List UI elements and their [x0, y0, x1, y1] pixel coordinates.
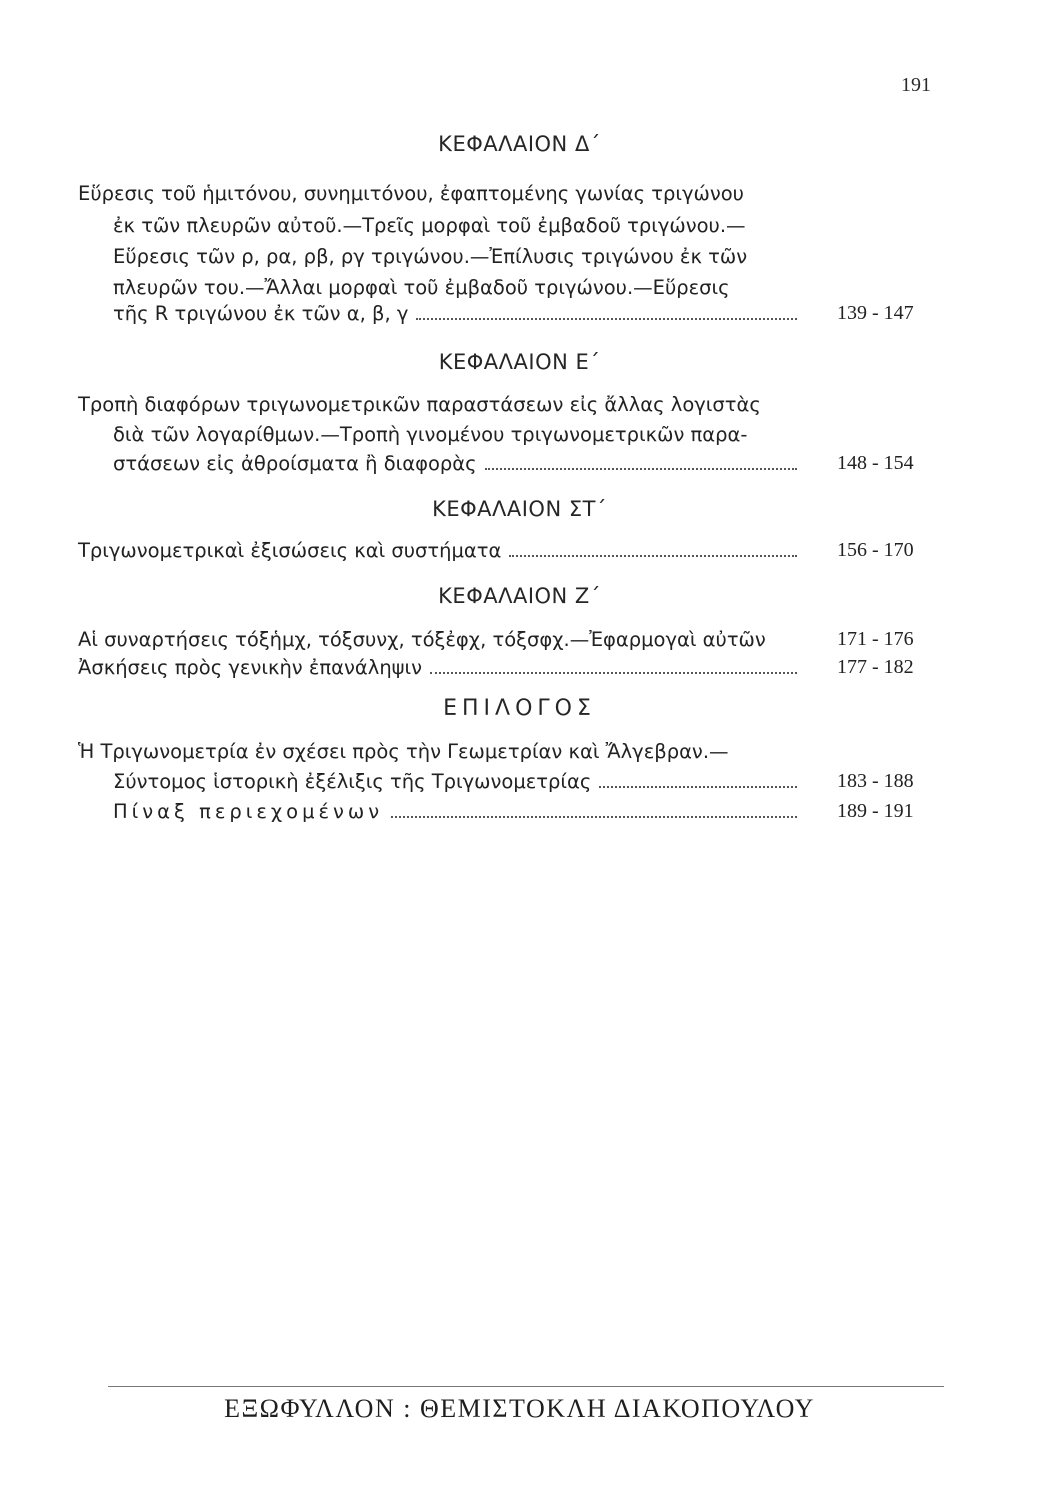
toc-entry-text: ἐκ τῶν πλευρῶν αὐτοῦ.—Τρεῖς μορφαὶ τοῦ ἐμβαδοῦ τριγώνου.—: [113, 214, 746, 237]
toc-entry-text: Ἡ Τριγωνομετρία ἐν σχέσει πρὸς τὴν Γεωμετρίαν καὶ Ἄλγεβραν.—: [78, 740, 729, 763]
toc-page-range: 139 - 147: [837, 302, 914, 324]
chapter-heading: ΚΕΦΑΛΑΙΟΝ ΣΤ΄: [432, 497, 607, 521]
dot-leader: [599, 786, 797, 788]
toc-entry-text: Ἀσκήσεις πρὸς γενικὴν ἐπανάληψιν: [78, 656, 423, 679]
toc-entry-text: τῆς R τριγώνου ἐκ τῶν α, β, γ: [113, 302, 409, 325]
cover-credit: ΕΞΩΦΥΛΛΟΝ : ΘΕΜΙΣΤΟΚΛΗ ΔΙΑΚΟΠΟΥΛΟΥ: [224, 1394, 815, 1423]
dot-leader: [430, 672, 797, 674]
toc-entry-dotted: [113, 800, 803, 823]
toc-page-range: 183 - 188: [837, 770, 914, 792]
toc-entry-text: Αἱ συναρτήσεις τόξἡμχ, τόξσυνχ, τόξἐφχ, τόξσφχ.—Ἐφαρμογαὶ αὐτῶν: [78, 628, 766, 651]
chapter-heading: ΚΕΦΑΛΑΙΟΝ Ζ΄: [438, 584, 601, 608]
toc-page-range: 189 - 191: [837, 800, 914, 822]
chapter-heading: ΚΕΦΑΛΑΙΟΝ Δ΄: [438, 132, 601, 156]
toc-entry-dotted: [78, 656, 803, 679]
page-number: 191: [901, 74, 931, 96]
toc-entry-text: Τριγωνομετρικαὶ ἐξισώσεις καὶ συστήματα: [78, 539, 502, 562]
toc-entry-dotted: [78, 539, 803, 562]
toc-page-range: 171 - 176: [837, 628, 914, 650]
chapter-heading: ΕΠΙΛΟΓΟΣ: [443, 696, 596, 721]
toc-page-range: 156 - 170: [837, 539, 914, 561]
toc-entry-text: πλευρῶν του.—Ἄλλαι μορφαὶ τοῦ ἐμβαδοῦ τριγώνου.—Εὕρεσις: [113, 276, 730, 299]
toc-entry-text: Εὕρεσις τοῦ ἡμιτόνου, συνημιτόνου, ἐφαπτομένης γωνίας τριγώνου: [78, 182, 744, 205]
toc-page-range: 148 - 154: [837, 452, 914, 474]
toc-entry-dotted: [113, 770, 803, 793]
dot-leader: [509, 555, 797, 557]
toc-entry-text: Σύντομος ἱστορικὴ ἐξέλιξις τῆς Τριγωνομετρίας: [113, 770, 592, 793]
toc-page-range: 177 - 182: [837, 656, 914, 678]
footer-rule: [108, 1386, 944, 1387]
toc-entry-text: Εὕρεσις τῶν ρ, ρα, ρβ, ργ τριγώνου.—Ἐπίλυσις τριγώνου ἐκ τῶν: [113, 245, 748, 268]
dot-leader: [485, 468, 797, 470]
toc-entry-text: Πίναξ περιεχομένων: [113, 800, 384, 823]
toc-entry-text: Τροπὴ διαφόρων τριγωνομετρικῶν παραστάσεων εἰς ἄλλας λογιστὰς: [78, 393, 761, 416]
toc-entry-dotted: [113, 302, 803, 325]
toc-entry-text: διὰ τῶν λογαρίθμων.—Τροπὴ γινομένου τριγωνομετρικῶν παρα-: [113, 423, 748, 446]
chapter-heading: ΚΕΦΑΛΑΙΟΝ Ε΄: [438, 350, 601, 374]
toc-entry-text: στάσεων εἰς ἀθροίσματα ἢ διαφορὰς: [113, 452, 477, 475]
dot-leader: [416, 318, 797, 320]
dot-leader: [391, 816, 797, 818]
toc-entry-dotted: [113, 452, 803, 475]
